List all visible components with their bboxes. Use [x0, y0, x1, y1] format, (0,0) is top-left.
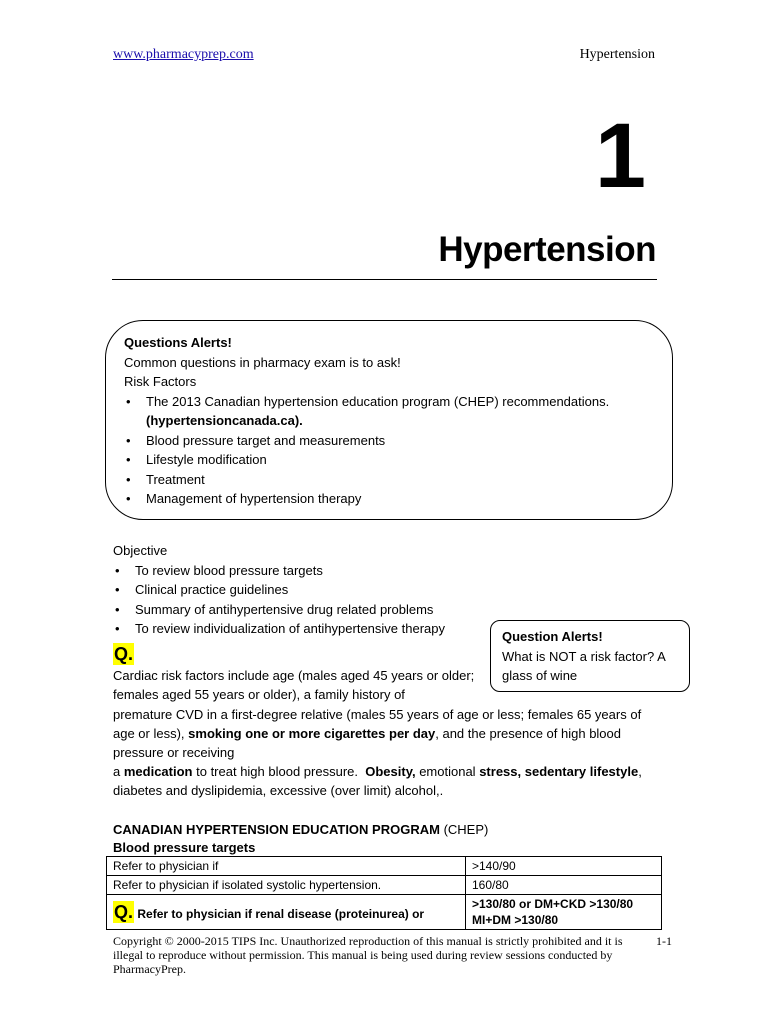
list-item-text: Blood pressure target and measurements	[146, 432, 386, 448]
table-cell-value-line: >130/80 or DM+CKD >130/80	[472, 897, 634, 911]
list-item: • To review blood pressure targets	[113, 561, 493, 581]
table-cell-value	[466, 895, 662, 930]
list-item	[124, 431, 654, 451]
risk-text: , diabetes and dyslipidemia, excessive (over limit) alcohol,.	[113, 764, 642, 798]
chapter-title: Hypertension	[438, 230, 656, 269]
questions-alerts-heading: Questions Alerts!	[124, 335, 232, 350]
risk-smoking: smoking one or more cigarettes per day	[188, 726, 436, 741]
table-cell-label	[107, 895, 466, 930]
objective-list	[113, 561, 493, 639]
question-alert-content	[502, 627, 684, 686]
q-badge-label: Q.	[114, 644, 134, 664]
table-cell-value: >140/90	[466, 857, 662, 876]
risk-medication: medication	[123, 764, 193, 779]
chep-heading	[113, 820, 488, 839]
chep-heading-bold: CANADIAN HYPERTENSION EDUCATION PROGRAM	[113, 822, 440, 837]
chapter-number: 1	[594, 105, 646, 207]
header-title: Hypertension	[579, 47, 655, 62]
list-item: • To review individualization of antihypertensive therapy	[113, 619, 493, 639]
table-cell-value: 160/80	[466, 876, 662, 895]
list-item-text: Management of hypertension therapy	[146, 491, 362, 506]
risk-text: to treat high blood pressure.	[196, 764, 358, 779]
list-item	[124, 470, 654, 490]
q-badge	[113, 643, 134, 665]
risk-text: emotional	[419, 764, 476, 779]
risk-paragraph	[113, 705, 658, 800]
site-link[interactable]: www.pharmacyprep.com	[113, 47, 254, 62]
title-divider	[112, 279, 657, 280]
list-item: • Summary of antihypertensive drug related problems	[113, 600, 493, 620]
questions-alerts-content	[124, 333, 654, 509]
risk-stress: stress, sedentary lifestyle	[479, 764, 639, 779]
table-cell-label: Refer to physician if	[107, 857, 466, 876]
table-cell-label-text: Refer to physician if renal disease (proteinurea) or	[137, 907, 425, 921]
objective-section	[113, 541, 493, 639]
risk-text: premature CVD in a first-degree relative (males 55 years of age or less; females 65 years of age or less),	[113, 707, 642, 741]
bp-targets-heading: Blood pressure targets	[113, 840, 256, 855]
table-cell-label: Refer to physician if isolated systolic hypertension.	[107, 876, 466, 895]
question-alert-heading: Question Alerts!	[502, 629, 603, 644]
copyright-footer: Copyright © 2000-2015 TIPS Inc. Unauthorized reproduction of this manual is strictly prohibited and it is illegal to reproduce without permission. This manual is being used during review sessions conducted by PharmacyPrep.	[113, 934, 623, 976]
risk-paragraph-intro: Cardiac risk factors include age (males aged 45 years or older; females aged 55 years or older), a family history of	[113, 668, 475, 702]
question-alert-body: What is NOT a risk factor? A glass of wine	[502, 648, 666, 683]
list-item-bold-text: (hypertensioncanada.ca).	[146, 413, 303, 428]
list-item-text: The 2013 Canadian hypertension education program (CHEP) recommendations.	[146, 393, 610, 409]
alerts-list	[124, 392, 654, 509]
table-row	[107, 876, 662, 895]
list-item-text: Treatment	[146, 471, 205, 487]
q-badge-label: Q.	[114, 902, 134, 922]
bp-targets-table	[106, 856, 662, 930]
table-row	[107, 857, 662, 876]
table-row	[107, 895, 662, 930]
chep-heading-rest: (CHEP)	[443, 822, 489, 837]
page-number: 1-1	[656, 934, 672, 948]
risk-factors-subheading: Risk Factors	[124, 374, 197, 389]
risk-obesity: Obesity,	[365, 764, 416, 779]
questions-alerts-intro: Common questions in pharmacy exam is to ask!	[124, 354, 401, 370]
list-item-text: Lifestyle modification	[146, 452, 267, 467]
table-cell-value-line: MI+DM >130/80	[472, 913, 559, 927]
objective-heading: Objective	[113, 543, 168, 558]
list-item	[124, 392, 654, 431]
risk-text: a	[113, 764, 121, 779]
list-item	[124, 450, 654, 470]
list-item: • Clinical practice guidelines	[113, 580, 493, 600]
list-item	[124, 489, 654, 509]
risk-text: , and the presence of high blood pressure or receiving	[113, 726, 622, 760]
